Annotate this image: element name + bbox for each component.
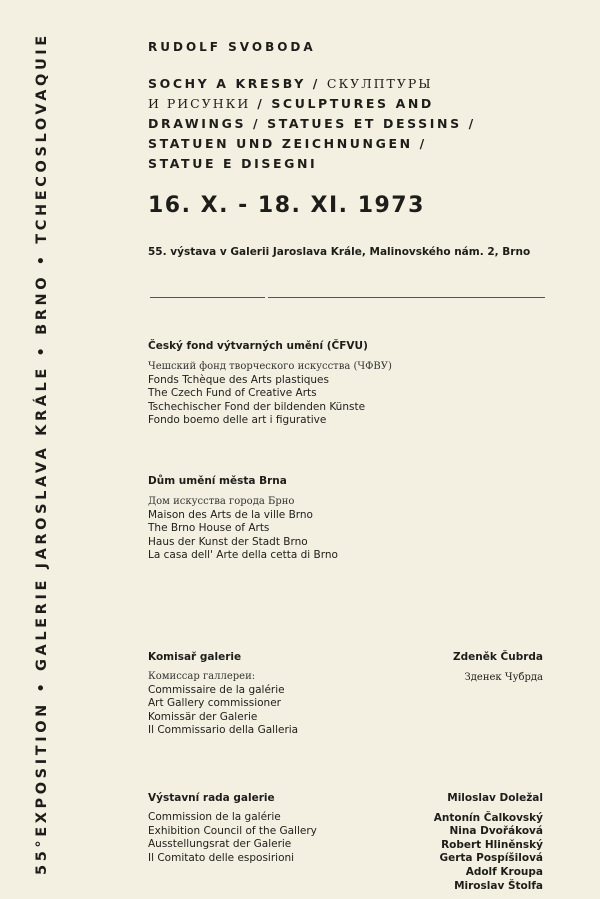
- person-name: Gerta Pospíšilová: [439, 852, 543, 865]
- title-line: DRAWINGS / STATUES ET DESSINS /: [148, 116, 476, 131]
- divider: [268, 297, 545, 298]
- section-body: [148, 811, 317, 865]
- section-heading: Český fond výtvarných umění (ČFVU): [148, 340, 368, 352]
- section-line: La casa dell' Arte della cetta di Brno: [148, 549, 338, 562]
- exhibition-dates: 16. X. - 18. XI. 1973: [148, 193, 425, 218]
- section-heading: Komisař galerie: [148, 651, 242, 663]
- section-line: Чешский фонд творческого искусства (ЧФВУ): [148, 361, 392, 372]
- title-line: СКУЛПТУРЫ: [326, 76, 433, 91]
- section-line: Fondo boemo delle art i figurative: [148, 414, 327, 427]
- artist-name: RUDOLF SVOBODA: [148, 40, 316, 54]
- section-line: Tschechischer Fond der bildenden Künste: [148, 400, 366, 413]
- section-line: The Brno House of Arts: [148, 522, 270, 535]
- section-line: Ausstellungsrat der Galerie: [148, 838, 292, 851]
- section-line: Commission de la galérie: [148, 811, 281, 823]
- person-name: Miloslav Doležal: [447, 792, 543, 804]
- divider: [150, 297, 265, 298]
- section-line: Komissär der Galerie: [148, 710, 258, 723]
- section-line: Commissaire de la galérie: [148, 683, 285, 696]
- section-line: Art Gallery commissioner: [148, 697, 281, 710]
- council-names: [434, 792, 543, 893]
- title-line: STATUEN UND ZEICHNUNGEN /: [148, 136, 427, 151]
- person-name: Adolf Kroupa: [465, 865, 543, 878]
- section-line: Il Comitato delle esposirioni: [148, 851, 295, 864]
- section-line: The Czech Fund of Creative Arts: [148, 387, 317, 400]
- section-heading: Dům umění města Brna: [148, 475, 287, 487]
- title-line: И РИСУНКИ: [148, 96, 251, 111]
- section-heading: Výstavní rada galerie: [148, 792, 275, 804]
- title-line: / SCULPTURES AND: [250, 96, 434, 111]
- commissioner-names: [453, 651, 543, 684]
- section-line: Haus der Kunst der Stadt Brno: [148, 535, 308, 548]
- section-line: Fonds Tchèque des Arts plastiques: [148, 373, 329, 386]
- section-line: Комиссар галлереи:: [148, 671, 256, 682]
- person-name: Зденек Чубрда: [464, 671, 543, 683]
- person-name: Robert Hliněnský: [441, 838, 543, 851]
- person-name: Miroslav Štolfa: [454, 879, 543, 892]
- section-line: Maison des Arts de la ville Brno: [148, 508, 313, 521]
- side-banner-text: 55°EXPOSITION • GALERIE JAROSLAVA KRÁLE • BRNO • TCHECOSLOVAQUIE: [34, 32, 50, 875]
- person-name: Zdeněk Čubrda: [453, 651, 543, 663]
- section-line: Il Commissario della Galleria: [148, 724, 299, 737]
- section-line: Дом искусства города Брно: [148, 496, 295, 507]
- title-line: SOCHY A KRESBY /: [148, 76, 327, 91]
- title-line: STATUE E DISEGNI: [148, 156, 318, 171]
- exhibition-address: 55. výstava v Galerii Jaroslava Krále, Malinovského nám. 2, Brno: [148, 246, 531, 258]
- exhibition-title: [148, 74, 476, 174]
- section-body: [148, 495, 338, 563]
- section-body: [148, 670, 298, 738]
- person-name: Nina Dvořáková: [449, 825, 543, 838]
- section-body: [148, 360, 392, 428]
- section-line: Exhibition Council of the Gallery: [148, 824, 317, 837]
- person-name: Antonín Čalkovský: [433, 811, 543, 824]
